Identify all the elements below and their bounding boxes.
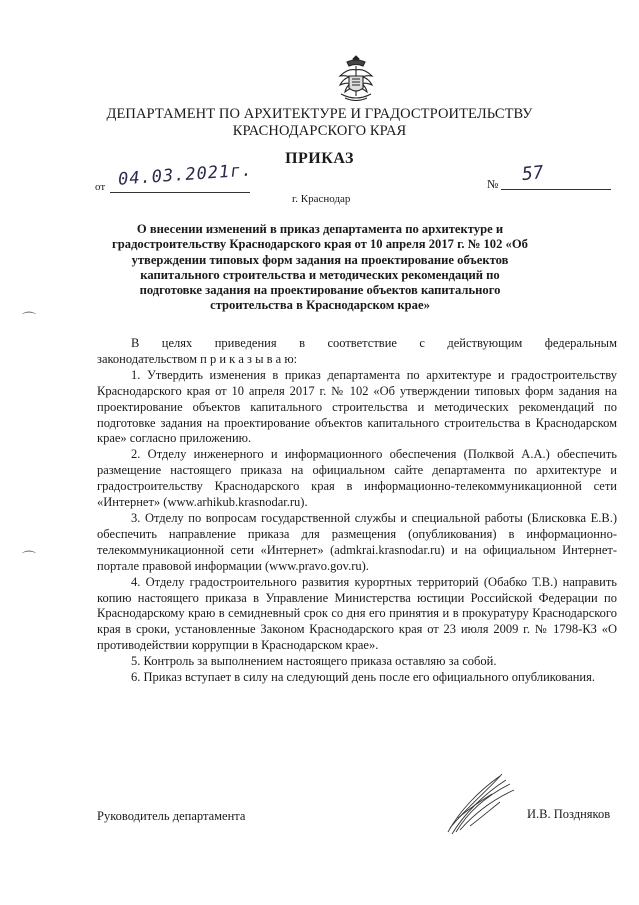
coat-of-arms-emblem <box>331 52 381 104</box>
number-underline <box>501 189 611 190</box>
paragraph-2: 2. Отделу инженерного и информационного обеспечения (Полквой А.А.) обеспечить размещение настоящего приказа на официальном сайте департамента по архитектуре и градостроительству Краснодарского края в информационно-телекоммуникационной сети «Интернет» (www.arhikub.krasnodar.ru). <box>97 447 617 510</box>
handwritten-date: 04.03.2021г. <box>117 160 254 190</box>
margin-mark: ⌒ <box>22 552 36 567</box>
department-name <box>0 106 639 140</box>
paragraph-1: 1. Утвердить изменения в приказ департамента по архитектуре и градостроительству Краснодарского края от 10 апреля 2017 г. № 102 «Об утверждении типовых форм задания на проектирование объектов капитального строительства и методических рекомендаций по подготовке задания на проектирование объектов капитального строительства в Краснодарском крае» согласно приложению. <box>97 367 617 446</box>
date-from-label: от <box>95 181 106 193</box>
paragraph-6: 6. Приказ вступает в силу на следующий день после его официального опубликования. <box>131 670 595 685</box>
city-label: г. Краснодар <box>292 193 351 205</box>
order-title: ПРИКАЗ <box>285 150 354 167</box>
margin-mark: ⌒ <box>22 313 36 328</box>
paragraph-5: 5. Контроль за выполнением настоящего приказа оставляю за собой. <box>131 654 497 669</box>
handwritten-signature <box>440 770 520 840</box>
intro-line-2: законодательством п р и к а з ы в а ю: <box>97 351 298 366</box>
number-label: № <box>487 177 499 191</box>
paragraph-3: 3. Отделу по вопросам государственной службы и специальной работы (Блисковка Е.В.) обеспечить направление приказа для размещения (опубликования) в информационно-телекоммуникационной сети «Интернет» (admkrai.krasnodar.ru) и на официальном Интернет-портале правовой информации (www.pravo.gov.ru). <box>97 510 617 573</box>
paragraph-4: 4. Отделу градостроительного развития курортных территорий (Обабко Т.В.) направить копию настоящего приказа в Управление Министерства юстиции Российской Федерации по Краснодарскому краю в семидневный срок со дня его принятия и в прокуратуру Краснодарского края в сроки, установленные Законом Краснодарского края от 23 июля 2009 г. № 1798-КЗ «О противодействии коррупции в Краснодарском крае». <box>97 574 617 653</box>
date-underline <box>110 192 250 193</box>
signatory-position: Руководитель департамента <box>97 809 246 823</box>
department-name-line2: КРАСНОДАРСКОГО КРАЯ <box>232 123 407 139</box>
signatory-name: И.В. Поздняков <box>527 807 611 821</box>
department-name-line1: ДЕПАРТАМЕНТ ПО АРХИТЕКТУРЕ И ГРАДОСТРОИТЕЛЬСТВУ <box>106 106 533 122</box>
order-body <box>97 336 617 686</box>
order-heading: О внесении изменений в приказ департамента по архитектуре и градостроительству Краснодарского края от 10 апреля 2017 г. № 102 «Об утверждении типовых форм задания на проектирование объектов капитального строительства и методических рекомендаций по подготовке задания на проектирование объектов капитального строительства в Краснодарском крае» <box>112 222 528 313</box>
intro-line: В целях приведения в соответствие с действующим федеральным <box>131 336 617 350</box>
handwritten-number: 57 <box>520 161 545 186</box>
